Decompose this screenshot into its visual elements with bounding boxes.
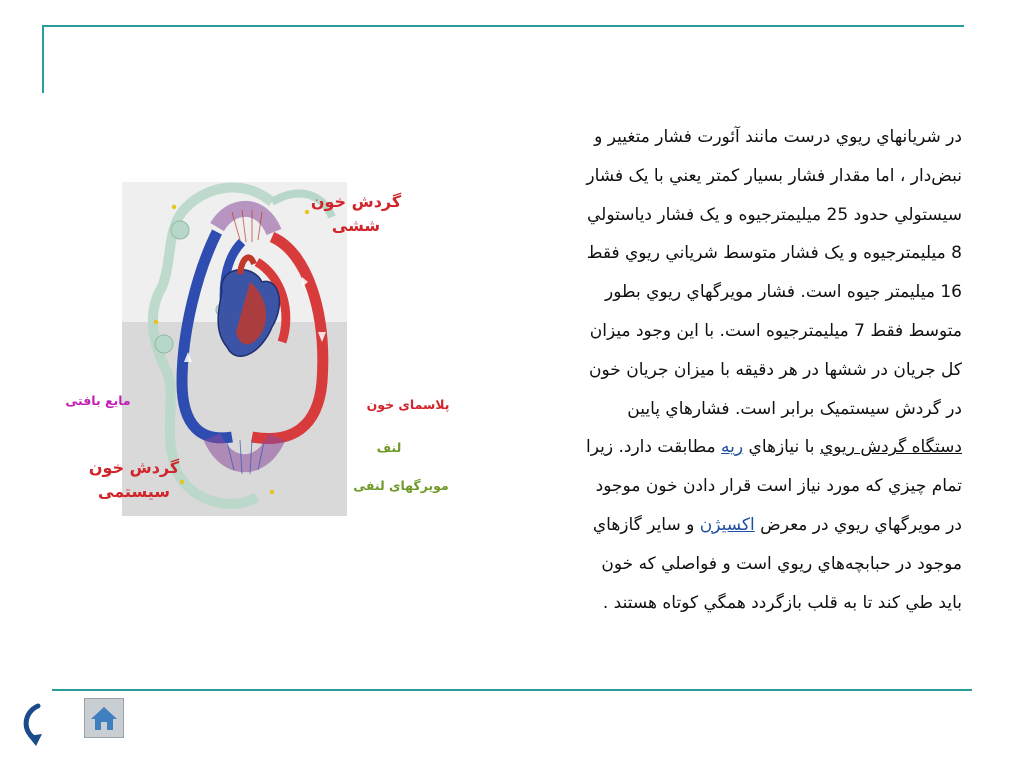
- label-pulmonary-line1: گردش خون: [310, 192, 402, 211]
- paragraph-line: [470, 428, 962, 467]
- text-segment: 8 ميليمترجيوه و يک فشار متوسط شرياني ريوي فقط: [586, 243, 962, 264]
- frame-line-top: [42, 25, 964, 27]
- label-systemic-line1: گردش خون: [88, 458, 180, 477]
- body-paragraph: [470, 118, 962, 622]
- paragraph-line: [470, 234, 962, 273]
- text-segment: در گردش سيستميک برابر است. فشارهاي پايين: [627, 398, 962, 419]
- home-icon: [85, 699, 123, 737]
- paragraph-line: [470, 118, 962, 157]
- text-segment: موجود در حبابچه‌هاي ريوي است و فواصلي که خون: [601, 553, 962, 574]
- paragraph-line: [470, 390, 962, 429]
- paragraph-line: [470, 312, 962, 351]
- text-segment: مطابقت دارد. زيرا: [586, 437, 722, 458]
- text-segment: بايد طي کند تا به قلب بازگردد همگي کوتاه هستند .: [602, 592, 962, 613]
- text-segment: و ساير گازهاي: [592, 514, 700, 535]
- text-segment: متوسط فقط 7 ميليمترجيوه است. با اين وجود ميزان: [589, 320, 962, 341]
- back-arrow-icon: [16, 700, 48, 748]
- label-systemic-line2: سیستمی: [98, 482, 170, 501]
- hyperlink[interactable]: ريه: [721, 437, 744, 458]
- hyperlink[interactable]: اکسيژن: [699, 514, 755, 535]
- home-button[interactable]: [84, 698, 124, 738]
- paragraph-line: [470, 545, 962, 584]
- back-button[interactable]: [16, 700, 48, 748]
- text-segment: در مويرگهاي ريوي در معرض: [754, 514, 962, 535]
- text-segment: کل جريان در ششها در هر دقيقه با ميزان جريان خون: [589, 359, 962, 380]
- text-segment: 16 ميليمتر جيوه است. فشار مويرگهاي ريوي بطور: [605, 282, 962, 303]
- paragraph-line: [470, 506, 962, 545]
- paragraph-line: [470, 351, 962, 390]
- label-interstitial-fluid: مایع بافتی: [65, 393, 131, 408]
- label-plasma: پلاسمای خون: [366, 397, 450, 412]
- paragraph-line: [470, 584, 962, 623]
- label-lymph-capillaries: مویرگهای لنفی: [353, 478, 449, 493]
- label-lymph: لنف: [376, 440, 402, 455]
- label-pulmonary-line2: ششی: [331, 216, 381, 235]
- frame-line-bottom: [52, 689, 972, 691]
- label-systemic-circulation: [78, 456, 190, 504]
- text-segment: سيستولي حدود 25 ميليمترجيوه و يک فشار دياستولي: [587, 204, 962, 225]
- text-segment: تمام چيزي که مورد نياز است قرار دادن خون موجود: [595, 476, 962, 497]
- paragraph-line: [470, 467, 962, 506]
- text-segment: با نيازهاي: [743, 437, 820, 458]
- underlined-term: دستگاه گردش ريوي: [819, 437, 962, 458]
- paragraph-line: [470, 273, 962, 312]
- text-segment: نبض‌دار ، اما مقدار فشار بسيار کمتر يعني با يک فشار: [586, 165, 962, 186]
- frame-line-left: [42, 25, 44, 93]
- paragraph-line: [470, 157, 962, 196]
- paragraph-line: [470, 196, 962, 235]
- text-segment: در شریانهاي ريوي درست مانند آئورت فشار متغيير و: [594, 127, 962, 147]
- label-pulmonary-circulation: [300, 190, 412, 238]
